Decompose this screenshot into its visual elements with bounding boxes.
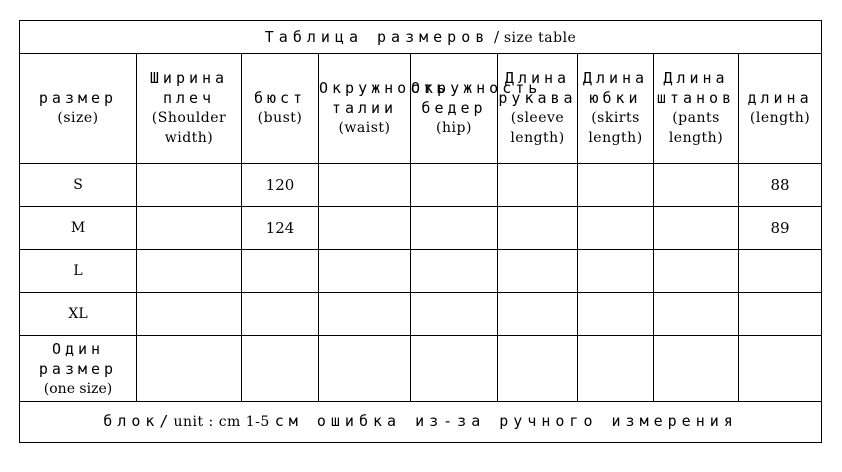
header-bust-ru: бюст <box>253 89 307 108</box>
table-cell <box>739 293 822 336</box>
table-cell: 120 <box>242 163 319 206</box>
title-separator: / <box>489 27 504 46</box>
table-footer <box>20 401 822 442</box>
table-cell <box>654 206 739 249</box>
header-length <box>739 54 822 164</box>
table-cell <box>242 250 319 293</box>
table-row <box>20 336 822 401</box>
header-bust <box>242 54 319 164</box>
table-row <box>20 250 822 293</box>
table-cell <box>498 250 578 293</box>
title-en: size table <box>503 29 577 46</box>
header-bust-en: (bust) <box>257 110 303 127</box>
table-cell <box>578 163 654 206</box>
size-cell <box>20 336 137 401</box>
table-cell <box>137 250 242 293</box>
table-cell <box>578 250 654 293</box>
footer-ru-prefix: блок/ <box>103 412 174 431</box>
header-sleeve-ru: Длина рукава <box>498 69 577 108</box>
header-waist-ru: Окружность талии <box>319 79 450 118</box>
table-cell <box>654 336 739 401</box>
header-pants <box>654 54 739 164</box>
footer-ru-suffix: см ошибка из-за ручного измерения <box>274 412 738 431</box>
header-waist <box>319 54 450 164</box>
size-cell <box>20 293 137 336</box>
header-skirt <box>578 54 654 164</box>
table-cell <box>654 163 739 206</box>
table-cell <box>578 336 654 401</box>
table-cell <box>578 293 654 336</box>
table-cell <box>137 163 242 206</box>
size-cell <box>20 206 137 249</box>
table-row <box>20 293 822 336</box>
header-sleeve-en: (sleeve length) <box>510 110 565 147</box>
table-cell <box>137 206 242 249</box>
header-shoulder <box>137 54 242 164</box>
table-body <box>20 163 822 401</box>
table-cell <box>739 250 822 293</box>
header-skirt-ru: Длина юбки <box>582 69 649 108</box>
table-cell <box>578 206 654 249</box>
header-row <box>20 54 822 164</box>
table-cell <box>411 206 498 249</box>
size-label-ru: Один размер <box>38 339 118 378</box>
table-row <box>20 163 822 206</box>
header-pants-en: (pants length) <box>668 110 724 147</box>
header-shoulder-en: (Shoulder width) <box>151 110 227 147</box>
size-table <box>19 20 822 443</box>
table-cell <box>411 163 498 206</box>
table-row <box>20 206 822 249</box>
table-cell <box>411 250 498 293</box>
header-shoulder-ru: Ширина плеч <box>149 69 229 108</box>
table-cell <box>242 293 319 336</box>
header-size-ru: размер <box>38 89 118 108</box>
table-cell <box>319 250 411 293</box>
table-cell <box>137 293 242 336</box>
header-size-en: (size) <box>57 110 99 127</box>
table-cell <box>411 336 498 401</box>
size-cell <box>20 250 137 293</box>
table-cell: 88 <box>739 163 822 206</box>
size-label: (one size) <box>43 380 113 397</box>
table-title <box>20 21 822 54</box>
header-pants-ru: Длина штанов <box>656 69 736 108</box>
header-hip-en: (hip) <box>436 120 472 137</box>
header-length-en: (length) <box>749 110 811 127</box>
table-cell <box>137 336 242 401</box>
header-waist-en: (waist) <box>338 120 391 137</box>
size-label: L <box>73 263 83 280</box>
table-cell <box>242 336 319 401</box>
header-hip-ru: Окружность бедер <box>411 79 542 118</box>
header-skirt-en: (skirts length) <box>588 110 643 147</box>
table-cell <box>498 206 578 249</box>
table-cell <box>498 336 578 401</box>
table-cell <box>319 163 411 206</box>
table-cell <box>411 293 498 336</box>
table-cell <box>654 250 739 293</box>
title-ru: Таблица размеров <box>264 27 490 46</box>
size-cell <box>20 163 137 206</box>
table-cell <box>498 293 578 336</box>
footer-unit: unit : cm 1-5 <box>173 414 275 431</box>
table-cell: 124 <box>242 206 319 249</box>
table-cell <box>319 293 411 336</box>
size-label: S <box>73 176 83 193</box>
table-cell <box>498 163 578 206</box>
table-cell <box>739 336 822 401</box>
table-cell <box>654 293 739 336</box>
header-size <box>20 54 137 164</box>
header-sleeve <box>498 54 578 164</box>
table-cell <box>319 206 411 249</box>
header-length-ru: длина <box>747 89 813 108</box>
table-cell: 89 <box>739 206 822 249</box>
size-label: XL <box>68 306 88 323</box>
table-cell <box>319 336 411 401</box>
size-label: M <box>70 219 86 236</box>
